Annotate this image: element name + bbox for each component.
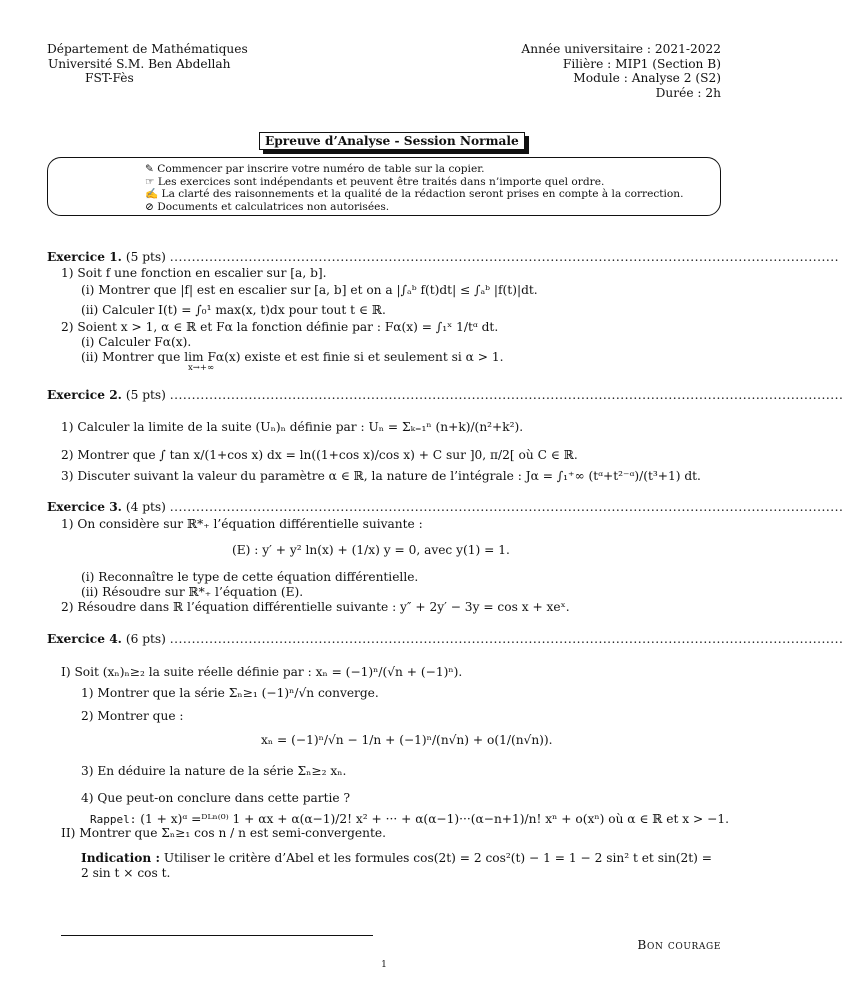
department: Département de Mathématiques — [47, 42, 248, 56]
exercise-2-title: Exercice 2. — [47, 388, 122, 402]
ex4-q1: 1) Montrer que la série Σₙ≥₁ (−1)ⁿ/√n converge. — [81, 686, 379, 700]
ex3-q1-i: (i) Reconnaître le type de cette équation différentielle. — [81, 570, 419, 584]
ex1-q2-i: (i) Calculer Fα(x). — [81, 335, 192, 349]
duration: Durée : 2h — [655, 85, 721, 100]
ex2-q1: 1) Calculer la limite de la suite (Uₙ)ₙ définie par : Uₙ = Σₖ₌₁ⁿ (n+k)/(n²+k²). — [61, 420, 524, 434]
ex3-equation: (E) : y′ + y² ln(x) + (1/x) y = 0, avec y(1) = 1. — [232, 543, 510, 557]
rappel-label: Rappel: — [90, 813, 137, 826]
ex4-indication-line2: 2 sin t × cos t. — [81, 866, 171, 880]
ex3-q2: 2) Résoudre dans ℝ l’équation différentielle suivante : y″ + 2y′ − 3y = cos x + xeˣ. — [61, 600, 570, 614]
ex4-indication-line1 — [81, 851, 712, 865]
module: Module : Analyse 2 (S2) — [573, 71, 721, 85]
instruction-item: ✎ Commencer par inscrire votre numéro de table sur la copier. — [145, 163, 485, 175]
ex1-q1: 1) Soit f une fonction en escalier sur [a, b]. — [61, 266, 327, 280]
exercise-4-points: (6 pts) — [125, 632, 166, 646]
ex4-q2: 2) Montrer que : — [81, 709, 184, 723]
instructions-list — [145, 163, 684, 213]
footer-rule — [61, 935, 373, 936]
exercise-4-title: Exercice 4. — [47, 632, 122, 646]
ex1-q2-ii-a: (ii) Montrer que lim — [81, 350, 204, 364]
exercise-3-points: (4 pts) — [125, 500, 166, 514]
exercise-1-heading: Exercice 1. (5 pts) ......................................................................................................................................................... — [47, 250, 840, 264]
ex1-q2-ii-b: Fα(x) existe et est finie si et seulement si α > 1. — [203, 350, 504, 364]
header-left — [47, 42, 248, 86]
good-luck: Bon courage — [637, 938, 721, 952]
ex4-q3: 3) En déduire la nature de la série Σₙ≥₂ xₙ. — [81, 764, 347, 778]
ex2-q2: 2) Montrer que ∫ tan x/(1+cos x) dx = ln((1+cos x)/cos x) + C sur ]0, π/2[ où C ∈ ℝ. — [61, 448, 578, 462]
exercise-4-heading: Exercice 4. (6 pts) .......................................................................................................................................................... — [47, 632, 843, 646]
exercise-3-title: Exercice 3. — [47, 500, 122, 514]
ex3-q1-ii: (ii) Résoudre sur ℝ*₊ l’équation (E). — [81, 585, 304, 599]
ex1-q2: 2) Soient x > 1, α ∈ ℝ et Fα la fonction définie par : Fα(x) = ∫₁ˣ 1/tᵅ dt. — [61, 320, 499, 334]
ex1-q1-ii: (ii) Calculer I(t) = ∫₀¹ max(x, t)dx pour tout t ∈ ℝ. — [81, 303, 386, 317]
page-number: 1 — [381, 960, 387, 970]
exam-title: Epreuve d’Analyse - Session Normale — [259, 132, 525, 150]
exercise-3-heading: Exercice 3. (4 pts) .......................................................................................................................................................... — [47, 500, 843, 514]
ex4-part2: II) Montrer que Σₙ≥₁ cos n / n est semi-convergente. — [61, 826, 386, 840]
exercise-1-title: Exercice 1. — [47, 250, 122, 264]
ex4-rappel — [90, 812, 729, 826]
ex4-q4: 4) Que peut-on conclure dans cette partie ? — [81, 791, 351, 805]
ex4-expansion: xₙ = (−1)ⁿ/√n − 1/n + (−1)ⁿ/(n√n) + o(1/(n√n)). — [261, 733, 553, 747]
instruction-item: ✍ La clarté des raisonnements et la qualité de la rédaction seront prises en compte à la correction. — [145, 188, 684, 200]
ex1-q2-ii — [81, 350, 503, 364]
instruction-item: ☞ Les exercices sont indépendants et peuvent être traités dans n’importe quel ordre. — [145, 175, 605, 188]
exercise-1-points: (5 pts) — [125, 250, 166, 264]
university: Université S.M. Ben Abdellah — [48, 56, 231, 71]
faculty: FST-Fès — [85, 71, 134, 85]
exercise-2-points: (5 pts) — [125, 388, 166, 402]
ex4-part1: I) Soit (xₙ)ₙ≥₂ la suite réelle définie par : xₙ = (−1)ⁿ/(√n + (−1)ⁿ). — [61, 665, 463, 679]
indication-label: Indication : — [81, 851, 161, 865]
program: Filière : MIP1 (Section B) — [562, 56, 721, 71]
ex1-q1-i: (i) Montrer que |f| est en escalier sur [a, b] et on a |∫ₐᵇ f(t)dt| ≤ ∫ₐᵇ |f(t)|dt. — [81, 283, 538, 297]
ex3-q1: 1) On considère sur ℝ*₊ l’équation différentielle suivante : — [61, 517, 423, 531]
rappel-formula: (1 + x)ᵅ =ᴰᴸⁿ⁽⁰⁾ 1 + αx + α(α−1)/2! x² + ··· + α(α−1)···(α−n+1)/n! xⁿ + o(xⁿ) où α ∈ ℝ et x > −1. — [140, 812, 729, 826]
ex2-q3: 3) Discuter suivant la valeur du paramètre α ∈ ℝ, la nature de l’intégrale : Jα = ∫₁⁺∞ (tᵅ+t²⁻ᵅ)/(t³+1) dt. — [61, 469, 701, 483]
limit-subscript: x→+∞ — [188, 363, 215, 373]
header-right — [521, 42, 721, 100]
exercise-2-heading: Exercice 2. (5 pts) .......................................................................................................................................................... — [47, 388, 843, 402]
academic-year: Année universitaire : 2021-2022 — [521, 42, 721, 56]
indication-text: Utiliser le critère d’Abel et les formules cos(2t) = 2 cos²(t) − 1 = 1 − 2 sin² t et sin(2t) = — [163, 851, 712, 865]
instruction-item: ⊘ Documents et calculatrices non autorisées. — [145, 200, 390, 213]
